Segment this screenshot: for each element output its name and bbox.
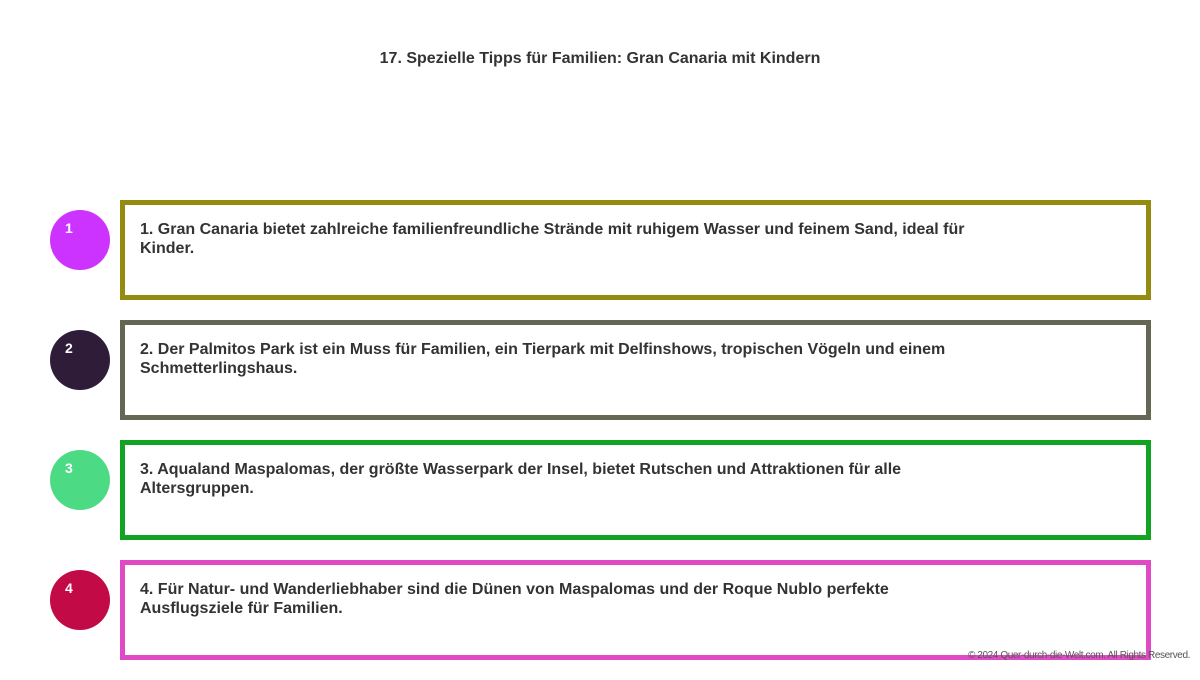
tip-box [120,200,1151,300]
list-item [0,320,1200,420]
number-badge [50,570,110,630]
badge-number: 2 [65,340,73,356]
tip-box [120,560,1151,660]
badge-number: 4 [65,580,73,596]
copyright-footer: © 2024 Quer-durch-die-Welt.com. All Rights Reserved. [967,650,1190,661]
number-badge [50,210,110,270]
list-item [0,200,1200,300]
tip-text: 3. Aqualand Maspalomas, der größte Wasserpark der Insel, bietet Rutschen und Attraktionen für alle Altersgruppen. [140,461,902,497]
page-title: 17. Spezielle Tipps für Familien: Gran Canaria mit Kindern [379,50,821,67]
tip-box [120,320,1151,420]
badge-number: 3 [65,460,73,476]
badge-number: 1 [65,220,73,236]
tip-text: 4. Für Natur- und Wanderliebhaber sind die Dünen von Maspalomas und der Roque Nublo perfekte Ausflugsziele für Familien. [140,581,889,617]
tip-text: 2. Der Palmitos Park ist ein Muss für Familien, ein Tierpark mit Delfinshows, tropischen Vögeln und einem Schmetterlingshaus. [140,341,946,377]
number-badge [50,450,110,510]
tip-box [120,440,1151,540]
list-item [0,440,1200,540]
tip-text: 1. Gran Canaria bietet zahlreiche familienfreundliche Strände mit ruhigem Wasser und feinem Sand, ideal für Kinder. [140,221,965,257]
list-item [0,560,1200,660]
number-badge [50,330,110,390]
